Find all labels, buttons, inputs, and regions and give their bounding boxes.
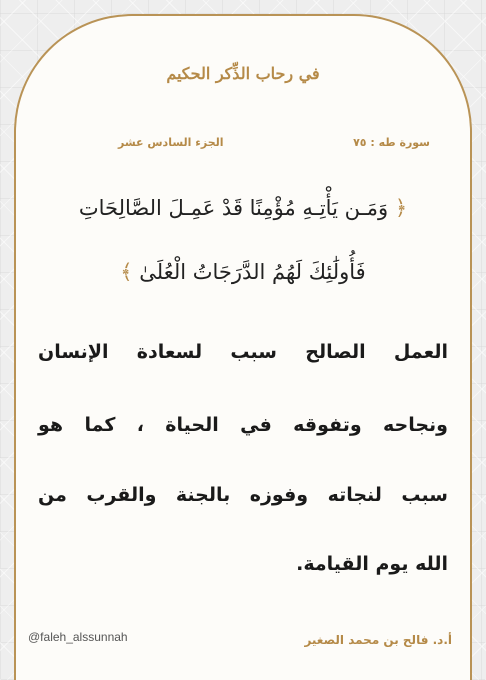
- commentary-line-1: العمل الصالح سبب لسعادة الإنسان: [38, 341, 448, 363]
- author-name: أ.د. فالح بن محمد الصغير: [304, 633, 452, 647]
- verse-line-1: [30, 196, 456, 220]
- meta-row: [16, 136, 470, 156]
- verse-line-2: [30, 260, 456, 284]
- commentary-line-4: الله يوم القيامة.: [296, 553, 448, 575]
- juz-label: الجزء السادس عشر: [118, 136, 224, 149]
- commentary-line-2: ونجاحه وتفوقه في الحياة ، كما هو: [38, 414, 448, 436]
- surah-reference: سورة طه : ٧٥: [353, 136, 430, 149]
- commentary-line-3: سبب لنجاته وفوزه بالجنة والقرب من: [38, 484, 448, 506]
- verse-text-1: وَمَـن يَأْتِـهِ مُؤْمِنًا قَدْ عَمِـلَ الصَّالِحَاتِ: [78, 196, 389, 220]
- social-handle: @faleh_alssunnah: [28, 630, 128, 644]
- verse-open-bracket: ﴿: [394, 196, 408, 220]
- verse-text-2: فَأُولَٰئِكَ لَهُمُ الدَّرَجَاتُ الْعُلَىٰ: [139, 260, 366, 284]
- page-title: في رحاب الذِّكر الحكيم: [166, 64, 320, 83]
- verse-close-bracket: ﴾: [120, 260, 133, 284]
